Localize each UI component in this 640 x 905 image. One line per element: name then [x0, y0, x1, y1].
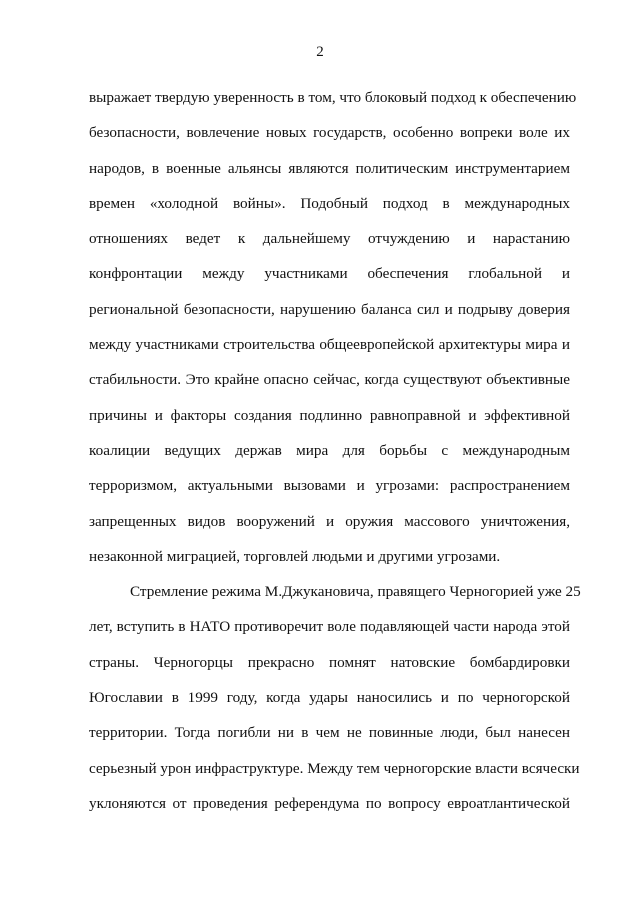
text-line: терроризмом, актуальными вызовами и угрозами: распространением — [89, 477, 570, 495]
paragraph-1 — [89, 80, 577, 574]
text-line: территории. Тогда погибли ни в чем не повинные люди, был нанесен — [89, 724, 570, 742]
body-text — [89, 80, 581, 821]
page-number: 2 — [316, 44, 324, 60]
text-line: Стремление режима М.Джукановича, правящего Черногорией уже 25 — [130, 583, 581, 601]
text-line: времен «холодной войны». Подобный подход в международных — [89, 194, 570, 212]
text-line: стабильности. Это крайне опасно сейчас, когда существуют объективные — [89, 371, 570, 389]
text-line: отношениях ведет к дальнейшему отчуждению и нарастанию — [89, 230, 570, 248]
text-line: серьезный урон инфраструктуре. Между тем черногорские власти всячески — [89, 759, 580, 777]
text-line: коалиции ведущих держав мира для борьбы с международным — [89, 441, 570, 459]
text-line: региональной безопасности, нарушению баланса сил и подрыву доверия — [89, 300, 570, 318]
text-line: конфронтации между участниками обеспечения глобальной и — [89, 265, 570, 283]
text-line: незаконной миграцией, торговлей людьми и другими угрозами. — [89, 547, 501, 565]
paragraph-2 — [89, 574, 581, 821]
text-line: выражает твердую уверенность в том, что блоковый подход к обеспечению — [89, 89, 577, 106]
text-line: Югославии в 1999 году, когда удары наносились и по черногорской — [89, 689, 570, 707]
text-line: между участниками строительства общеевропейской архитектуры мира и — [89, 336, 570, 354]
text-line: причины и факторы создания подлинно равноправной и эффективной — [89, 406, 570, 424]
text-line: страны. Черногорцы прекрасно помнят натовские бомбардировки — [89, 653, 570, 671]
text-line: лет, вступить в НАТО противоречит воле подавляющей части народа этой — [89, 618, 570, 636]
text-line: безопасности, вовлечение новых государств, особенно вопреки воле их — [89, 124, 570, 142]
text-line: народов, в военные альянсы являются политическим инструментарием — [89, 159, 570, 177]
text-line: уклоняются от проведения референдума по вопросу евроатлантической — [89, 794, 570, 812]
text-line: запрещенных видов вооружений и оружия массового уничтожения, — [89, 512, 570, 530]
